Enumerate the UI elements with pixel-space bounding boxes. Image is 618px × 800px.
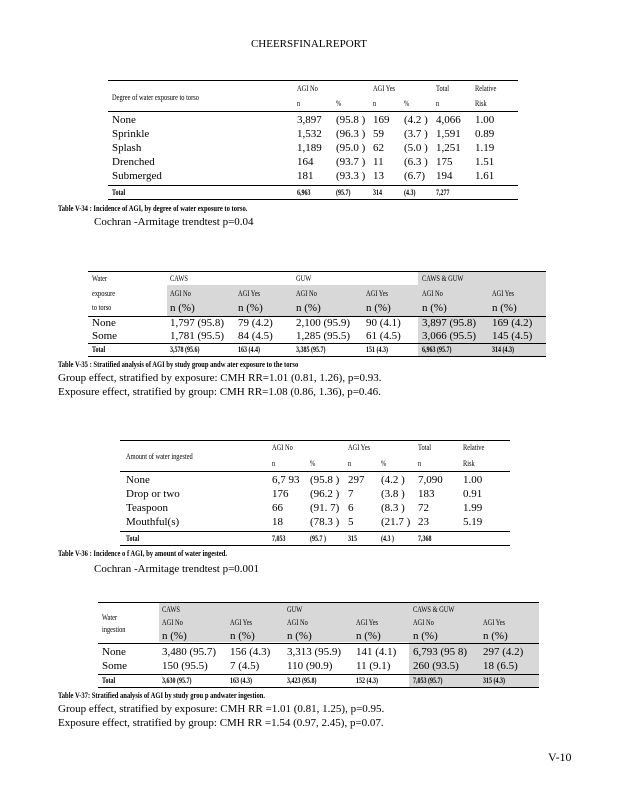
sub-header: n (%) <box>170 302 195 314</box>
table-caption: Table V-36 : Incidence o f AGI, by amount of water ingested. <box>58 549 228 558</box>
table-cell: (96.3 ) <box>336 128 366 140</box>
table-cell: None <box>126 474 150 486</box>
table-cell: Total <box>102 676 116 685</box>
table-cell: (95.8 ) <box>310 474 340 486</box>
sub-header: n (%) <box>287 630 312 642</box>
table-cell: (8.3 ) <box>381 502 405 514</box>
table-cell: Submerged <box>112 170 162 182</box>
table-cell: (93.3 ) <box>336 170 366 182</box>
table-cell: 0.89 <box>475 128 495 140</box>
col-header: AGI No <box>297 84 318 93</box>
table-cell: 176 <box>272 488 289 500</box>
table-rule <box>120 471 510 472</box>
table-cell: 110 (90.9) <box>287 660 333 672</box>
table-cell: Total <box>92 345 106 354</box>
table-cell: 62 <box>373 142 384 154</box>
table-cell: Splash <box>112 142 142 154</box>
table-cell: 1,285 (95.5) <box>296 330 351 342</box>
sub-header: n (%) <box>162 630 187 642</box>
table-cell: Sprinkle <box>112 128 150 140</box>
table-cell: 156 (4.3) <box>230 646 271 658</box>
table-cell: (78.3 ) <box>310 516 340 528</box>
table-cell: None <box>102 646 126 658</box>
table-rule <box>88 356 546 357</box>
table-cell: 7,090 <box>418 474 443 486</box>
table-note: Group effect, stratified by exposure: CMH RR=1.01 (0.81, 1.26), p=0.93. <box>58 372 382 384</box>
col-header: Relative <box>463 443 485 452</box>
table-cell: 145 (4.5) <box>492 330 533 342</box>
sub-header: n (%) <box>483 630 508 642</box>
table-cell: (6.7) <box>404 170 426 182</box>
table-rule <box>88 343 546 344</box>
table-cell: 297 (4.2) <box>483 646 524 658</box>
sub-header: AGI No <box>422 289 443 298</box>
group-header: CAWS <box>170 274 188 283</box>
table-cell: (95.8 ) <box>336 114 366 126</box>
table-cell: 23 <box>418 516 429 528</box>
table-cell: (3.8 ) <box>381 488 405 500</box>
sub-header: AGI Yes <box>483 618 506 627</box>
group-header: CAWS & GUW <box>413 605 455 614</box>
sub-header: AGI Yes <box>238 289 261 298</box>
table-cell: 315 <box>348 534 357 543</box>
sub-header: n <box>297 99 301 108</box>
sub-header: n <box>272 459 276 468</box>
table-rule <box>98 674 539 675</box>
table-cell: 3,897 <box>297 114 322 126</box>
table-cell: 175 <box>436 156 453 168</box>
table-rule <box>88 271 546 272</box>
sub-header: n (%) <box>356 630 381 642</box>
table-cell: 152 (4.3) <box>356 676 378 685</box>
table-cell: 1.00 <box>463 474 483 486</box>
sub-header: AGI No <box>287 618 308 627</box>
table-rule <box>108 185 518 186</box>
table-cell: 84 (4.5) <box>238 330 273 342</box>
table-cell: 5.19 <box>463 516 483 528</box>
sub-header: AGI Yes <box>356 618 379 627</box>
table-rule <box>98 602 539 603</box>
table-cell: 6,963 <box>297 188 311 197</box>
table-cell: 0.91 <box>463 488 483 500</box>
group-header: CAWS <box>162 605 180 614</box>
sub-header: % <box>336 99 342 108</box>
table-cell: Mouthful(s) <box>126 516 180 528</box>
table-cell: 1.51 <box>475 156 495 168</box>
group-header: GUW <box>296 274 312 283</box>
table-cell: (4.3) <box>404 188 416 197</box>
table-cell: 6,963 (95.7) <box>422 345 452 354</box>
table-cell: (95.7 ) <box>310 534 326 543</box>
table-cell: 7,277 <box>436 188 450 197</box>
table-cell: (4.3 ) <box>381 534 394 543</box>
table-cell: 1.00 <box>475 114 495 126</box>
table-cell: 194 <box>436 170 453 182</box>
table-note: Cochran -Armitage trendtest p=0.04 <box>94 216 254 228</box>
sub-header: % <box>404 99 410 108</box>
table-cell: (95.0 ) <box>336 142 366 154</box>
row-header-label: Degree of water exposure to torso <box>112 93 199 102</box>
table-cell: 6,7 93 <box>272 474 300 486</box>
table-note: Exposure effect, stratified by group: CMH RR=1.08 (0.86, 1.36), p=0.46. <box>58 386 381 398</box>
table-rule <box>108 80 518 81</box>
page-number: V-10 <box>548 750 572 764</box>
table-cell: 1.19 <box>475 142 495 154</box>
row-header-label: to torso <box>92 303 112 312</box>
table-cell: (91. 7) <box>310 502 340 514</box>
table-cell: Teaspoon <box>126 502 168 514</box>
table-note: Group effect, stratified by exposure: CMH RR =1.01 (0.81, 1.25), p=0.95. <box>58 703 385 715</box>
sub-header: Risk <box>475 99 487 108</box>
table-rule <box>108 199 518 200</box>
table-cell: (4.2 ) <box>404 114 428 126</box>
table-cell: (96.2 ) <box>310 488 340 500</box>
table-cell: 3,480 (95.7) <box>162 646 217 658</box>
sub-header: n (%) <box>296 302 321 314</box>
sub-header: n <box>418 459 422 468</box>
sub-header: AGI Yes <box>366 289 389 298</box>
table-cell: None <box>92 317 116 329</box>
table-cell: Drop or two <box>126 488 180 500</box>
table-cell: Total <box>126 534 140 543</box>
table-cell: 7,053 (95.7) <box>413 676 443 685</box>
sub-header: AGI No <box>162 618 183 627</box>
table-cell: 66 <box>272 502 283 514</box>
table-caption: Table V-37: Stratified analysis of AGI by study grou p andwater ingestion. <box>58 691 266 700</box>
col-header: AGI No <box>272 443 293 452</box>
table-cell: 164 <box>297 156 314 168</box>
table-cell: (3.7 ) <box>404 128 428 140</box>
sub-header: % <box>310 459 316 468</box>
table-cell: (6.3 ) <box>404 156 428 168</box>
col-header: Total <box>418 443 432 452</box>
table-caption: Table V-34 : Incidence of AGI, by degree of water exposure to torso. <box>58 204 248 213</box>
row-header-label: Water <box>102 613 118 622</box>
table-cell: 1.99 <box>463 502 483 514</box>
sub-header: AGI No <box>296 289 317 298</box>
table-rule <box>108 111 518 112</box>
table-cell: 3,385 (95.7) <box>296 345 326 354</box>
table-cell: 169 (4.2) <box>492 317 533 329</box>
table-cell: 79 (4.2) <box>238 317 273 329</box>
table-cell: None <box>112 114 136 126</box>
table-rule <box>120 545 510 546</box>
group-header: GUW <box>287 605 303 614</box>
table-note: Cochran -Armitage trendtest p=0.001 <box>94 563 260 575</box>
row-header-label: Amount of water ingested <box>126 452 193 461</box>
sub-header: AGI No <box>170 289 191 298</box>
sub-header: % <box>381 459 387 468</box>
table-note: Exposure effect, stratified by group: CMH RR =1.54 (0.97, 2.45), p=0.07. <box>58 717 384 729</box>
table-cell: 18 (6.5) <box>483 660 518 672</box>
table-cell: 183 <box>418 488 435 500</box>
table-cell: (5.0 ) <box>404 142 428 154</box>
sub-header: n (%) <box>238 302 263 314</box>
table-cell: 1,251 <box>436 142 461 154</box>
sub-header: AGI Yes <box>230 618 253 627</box>
table-rule <box>98 687 539 688</box>
table-cell: (93.7 ) <box>336 156 366 168</box>
table-cell: 7,053 <box>272 534 286 543</box>
table-cell: 7 <box>348 488 354 500</box>
row-header-label: exposure <box>92 289 116 298</box>
sub-header: Risk <box>463 459 475 468</box>
table-cell: 3,423 (95.8) <box>287 676 317 685</box>
table-cell: 2,100 (95.9) <box>296 317 351 329</box>
sub-header: n (%) <box>230 630 255 642</box>
table-cell: 18 <box>272 516 283 528</box>
table-cell: Some <box>92 330 118 342</box>
table-cell: 181 <box>297 170 314 182</box>
table-cell: 1,532 <box>297 128 322 140</box>
table-rule <box>120 440 510 441</box>
table-cell: 4,066 <box>436 114 461 126</box>
table-cell: 1,781 (95.5) <box>170 330 225 342</box>
col-header: AGI Yes <box>373 84 396 93</box>
table-cell: Total <box>112 188 126 197</box>
table-cell: 6 <box>348 502 354 514</box>
sub-header: n (%) <box>413 630 438 642</box>
table-cell: 59 <box>373 128 384 140</box>
sub-header: n <box>348 459 352 468</box>
sub-header: AGI No <box>413 618 434 627</box>
table-cell: 3,897 (95.8) <box>422 317 477 329</box>
table-cell: 3,630 (95.7) <box>162 676 192 685</box>
col-header: AGI Yes <box>348 443 371 452</box>
table-cell: (95.7) <box>336 188 351 197</box>
table-cell: 163 (4.4) <box>238 345 260 354</box>
table-cell: Drenched <box>112 156 155 168</box>
col-header: Relative <box>475 84 497 93</box>
row-header-label: ingestion <box>102 625 126 634</box>
table-cell: 61 (4.5) <box>366 330 401 342</box>
row-header-label: Water <box>92 274 108 283</box>
table-cell: 1.61 <box>475 170 495 182</box>
table-cell: 3,578 (95.6) <box>170 345 200 354</box>
sub-header: n <box>373 99 377 108</box>
table-cell: 314 <box>373 188 382 197</box>
table-cell: 314 (4.3) <box>492 345 514 354</box>
table-caption: Table V-35 : Stratified analysis of AGI by study group andw ater exposure to the torso <box>58 360 299 369</box>
table-cell: 6,793 (95 8) <box>413 646 468 658</box>
table-cell: Some <box>102 660 128 672</box>
table-cell: 297 <box>348 474 365 486</box>
table-cell: 7,368 <box>418 534 432 543</box>
table-cell: 150 (95.5) <box>162 660 208 672</box>
sub-header: n (%) <box>366 302 391 314</box>
page-title: CHEERSFINALREPORT <box>250 38 368 50</box>
table-cell: (21.7 ) <box>381 516 411 528</box>
table-cell: 1,797 (95.8) <box>170 317 225 329</box>
table-cell: 7 (4.5) <box>230 660 260 672</box>
table-cell: 13 <box>373 170 384 182</box>
group-header: CAWS & GUW <box>422 274 464 283</box>
table-cell: 151 (4.3) <box>366 345 388 354</box>
table-cell: 169 <box>373 114 390 126</box>
table-rule <box>98 643 539 644</box>
table-cell: 11 (9.1) <box>356 660 391 672</box>
table-cell: 315 (4.3) <box>483 676 505 685</box>
sub-header: n <box>436 99 440 108</box>
col-header: Total <box>436 84 450 93</box>
table-cell: 1,591 <box>436 128 461 140</box>
table-cell: 90 (4.1) <box>366 317 401 329</box>
sub-header: n (%) <box>422 302 447 314</box>
table-rule <box>120 531 510 532</box>
table-cell: 5 <box>348 516 354 528</box>
table-cell: 3,066 (95.5) <box>422 330 477 342</box>
table-cell: 1,189 <box>297 142 322 154</box>
table-cell: 141 (4.1) <box>356 646 397 658</box>
sub-header: n (%) <box>492 302 517 314</box>
table-cell: (4.2 ) <box>381 474 405 486</box>
table-cell: 163 (4.3) <box>230 676 252 685</box>
sub-header: AGI Yes <box>492 289 515 298</box>
table-cell: 72 <box>418 502 429 514</box>
table-cell: 11 <box>373 156 384 168</box>
table-cell: 3,313 (95.9) <box>287 646 342 658</box>
table-cell: 260 (93.5) <box>413 660 459 672</box>
